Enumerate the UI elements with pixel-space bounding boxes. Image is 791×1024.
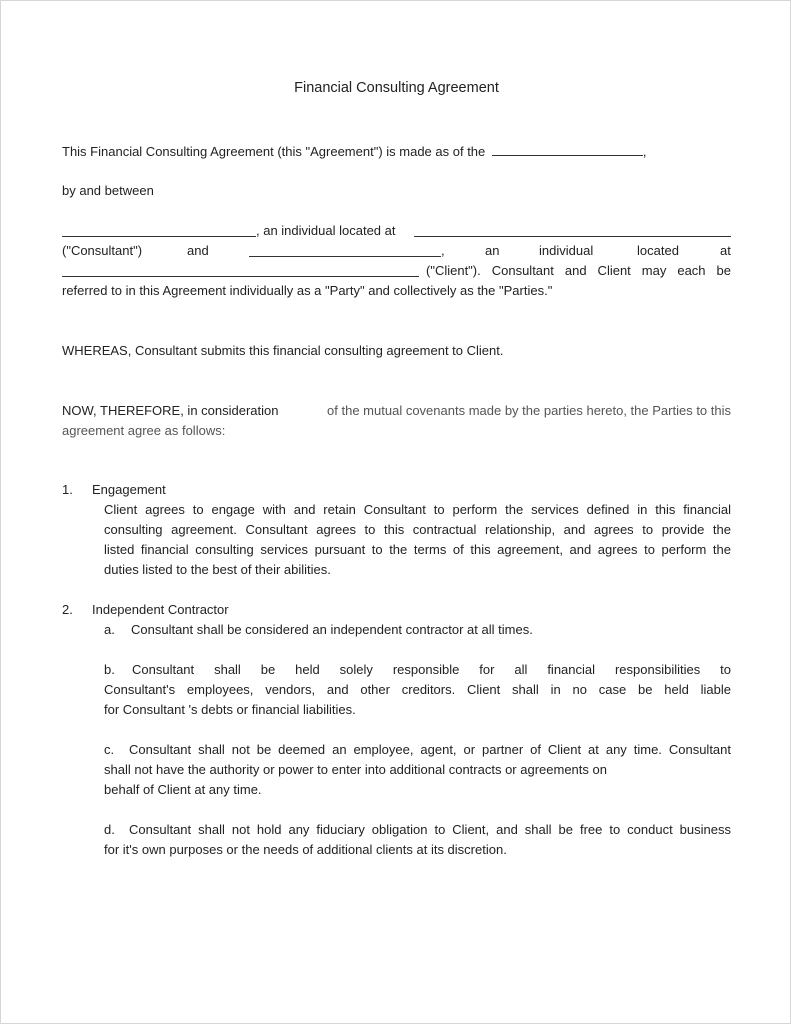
item-b-line: Consultant's employees, vendors, and other creditors. Client shall in no case be held liable (104, 682, 731, 697)
an-word: an (485, 243, 500, 258)
and-word: and (187, 243, 209, 258)
consultant-name-blank[interactable] (62, 236, 256, 237)
individual-word: individual (539, 243, 594, 258)
section-1-line: listed financial consulting services pursuant to the terms of this agreement, and agrees to perform the (104, 542, 731, 557)
intro-comma: , (642, 144, 647, 159)
now-therefore-lead: NOW, THEREFORE, in consideration (62, 403, 279, 418)
section-1-line: duties listed to the best of their abilities. (104, 562, 331, 577)
section-2-heading: Independent Contractor (92, 602, 229, 617)
party-line1-suffix: , an individual located at (256, 223, 396, 238)
party-line3-suffix: ("Client"). Consultant and Client may each be (426, 263, 731, 278)
client-name-blank[interactable] (249, 256, 441, 257)
at-word: at (720, 243, 731, 258)
item-b-label: b. (104, 662, 115, 677)
item-d-line: for it's own purposes or the needs of additional clients at its discretion. (104, 842, 507, 857)
now-therefore-line1 (62, 403, 731, 418)
consultant-label: ("Consultant") (62, 243, 143, 258)
now-therefore-rest: of the mutual covenants made by the parties hereto, the Parties to this (327, 403, 731, 418)
intro-line (62, 144, 647, 159)
client-address-blank[interactable] (62, 276, 419, 277)
document-title: Financial Consulting Agreement (294, 80, 499, 96)
section-1-heading: Engagement (92, 482, 166, 497)
item-c-line: Consultant shall not be deemed an employee, agent, or partner of Client at any time. Consultant (129, 742, 731, 757)
item-c-label: c. (104, 742, 115, 757)
date-blank[interactable] (492, 144, 643, 156)
party-line4: referred to in this Agreement individually as a "Party" and collectively as the "Parties." (62, 283, 553, 298)
item-d-line: Consultant shall not hold any fiduciary obligation to Client, and shall be free to conduct business (129, 822, 731, 837)
now-therefore-line2: agreement agree as follows: (62, 423, 226, 438)
item-a-label: a. (104, 622, 115, 637)
item-b-line: Consultant shall be held solely responsible for all financial responsibilities to (132, 662, 731, 677)
item-d-label: d. (104, 822, 115, 837)
consultant-address-blank[interactable] (414, 236, 731, 237)
section-1-line: Client agrees to engage with and retain Consultant to perform the services defined in this financial (104, 502, 731, 517)
party-line2-comma: , (441, 243, 445, 258)
section-1-line: consulting agreement. Consultant agrees to this contractual relationship, and agrees to provide the (104, 522, 731, 537)
section-2-number: 2. (62, 602, 73, 617)
whereas-clause: WHEREAS, Consultant submits this financial consulting agreement to Client. (62, 343, 504, 358)
section-1-number: 1. (62, 482, 73, 497)
intro-text: This Financial Consulting Agreement (this "Agreement") is made as of the (62, 144, 486, 159)
item-c-line: behalf of Client at any time. (104, 782, 262, 797)
item-a-line: Consultant shall be considered an independent contractor at all times. (131, 622, 533, 637)
item-c-line: shall not have the authority or power to enter into additional contracts or agreements on (104, 762, 607, 777)
item-b-line: for Consultant 's debts or financial liabilities. (104, 702, 356, 717)
by-and-between: by and between (62, 183, 154, 198)
located-word: located (637, 243, 679, 258)
